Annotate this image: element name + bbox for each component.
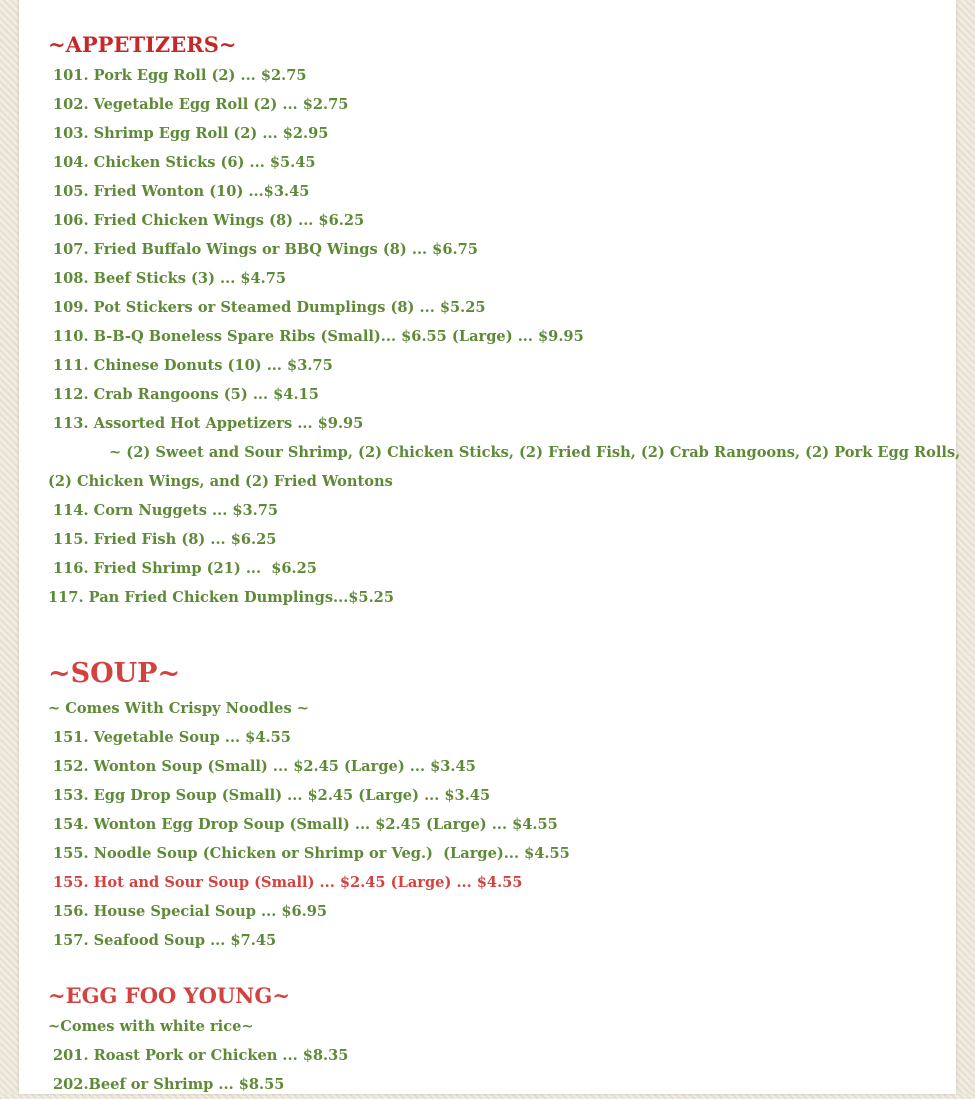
menu-item: 157. Seafood Soup ... $7.45 (53, 932, 277, 949)
menu-item: 109. Pot Stickers or Steamed Dumplings (8) ... $5.25 (53, 299, 486, 316)
menu-item: 107. Fried Buffalo Wings or BBQ Wings (8) ... $6.75 (53, 241, 478, 258)
menu-item: 154. Wonton Egg Drop Soup (Small) ... $2.45 (Large) ... $4.55 (53, 816, 558, 833)
assorted-description: ~ (2) Sweet and Sour Shrimp, (2) Chicken Sticks, (2) Fried Fish, (2) Crab Rangoons, (2) Pork Egg Rolls, (109, 444, 961, 461)
menu-item-highlighted: 155. Hot and Sour Soup (Small) ... $2.45 (Large) ... $4.55 (53, 874, 523, 891)
menu-item: 117. Pan Fried Chicken Dumplings...$5.25 (48, 589, 394, 606)
menu-item: 111. Chinese Donuts (10) ... $3.75 (53, 357, 333, 374)
menu-item: 151. Vegetable Soup ... $4.55 (53, 729, 291, 746)
menu-item: 103. Shrimp Egg Roll (2) ... $2.95 (53, 125, 329, 142)
menu-item: 108. Beef Sticks (3) ... $4.75 (53, 270, 287, 287)
menu-item: 201. Roast Pork or Chicken ... $8.35 (53, 1047, 349, 1064)
egg-foo-young-heading: ~EGG FOO YOUNG~ (48, 983, 290, 1008)
menu-item: 115. Fried Fish (8) ... $6.25 (53, 531, 277, 548)
menu-item: 106. Fried Chicken Wings (8) ... $6.25 (53, 212, 365, 229)
menu-item: 202.Beef or Shrimp ... $8.55 (53, 1076, 285, 1093)
menu-item: 114. Corn Nuggets ... $3.75 (53, 502, 279, 519)
menu-item: 102. Vegetable Egg Roll (2) ... $2.75 (53, 96, 349, 113)
egg-foo-young-note: ~Comes with white rice~ (48, 1018, 254, 1035)
menu-item: 116. Fried Shrimp (21) ... $6.25 (53, 560, 317, 577)
menu-item: 101. Pork Egg Roll (2) ... $2.75 (53, 67, 307, 84)
menu-page (19, 0, 961, 1094)
menu-item: 155. Noodle Soup (Chicken or Shrimp or Veg.) (Large)... $4.55 (53, 845, 570, 862)
menu-item: 153. Egg Drop Soup (Small) ... $2.45 (Large) ... $3.45 (53, 787, 491, 804)
menu-item: 104. Chicken Sticks (6) ... $5.45 (53, 154, 316, 171)
menu-item: 105. Fried Wonton (10) ...$3.45 (53, 183, 310, 200)
appetizers-heading: ~APPETIZERS~ (48, 32, 237, 57)
menu-item: 156. House Special Soup ... $6.95 (53, 903, 328, 920)
menu-item: 113. Assorted Hot Appetizers ... $9.95 (53, 415, 364, 432)
menu-item: 110. B-B-Q Boneless Spare Ribs (Small)... $6.55 (Large) ... $9.95 (53, 328, 584, 345)
soup-heading: ~SOUP~ (48, 658, 181, 689)
menu-item: 152. Wonton Soup (Small) ... $2.45 (Large) ... $3.45 (53, 758, 476, 775)
menu-item: 112. Crab Rangoons (5) ... $4.15 (53, 386, 319, 403)
assorted-description: (2) Chicken Wings, and (2) Fried Wontons (48, 473, 393, 490)
soup-note: ~ Comes With Crispy Noodles ~ (48, 700, 309, 717)
